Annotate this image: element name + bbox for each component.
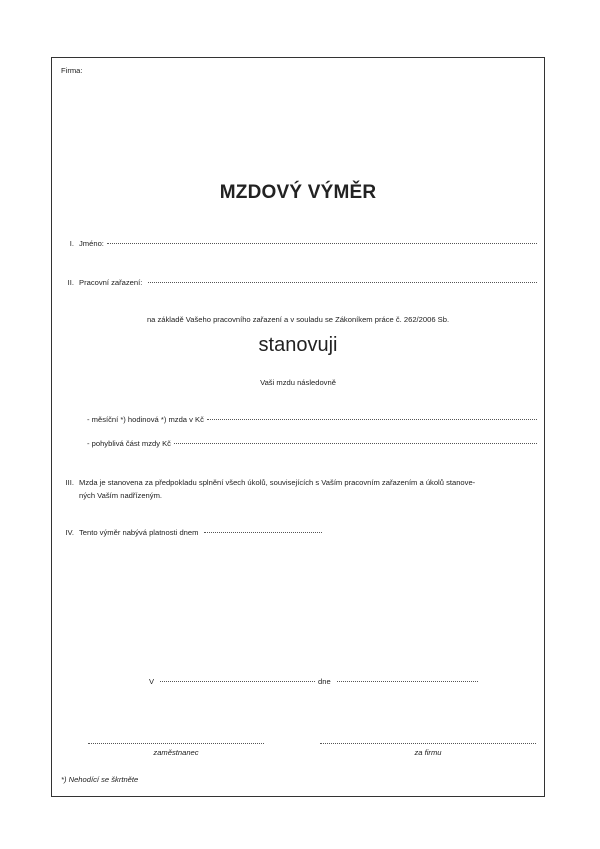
date-dne-label: dne [318, 677, 331, 686]
name-label: Jméno: [79, 239, 104, 248]
monthly-wage-fill-line[interactable] [207, 419, 537, 420]
validity-label: Tento výměr nabývá platnosti dnem [79, 528, 199, 537]
document-frame [51, 57, 545, 797]
section-i-row [52, 239, 537, 248]
footnote: *) Nehodící se škrtněte [61, 775, 139, 784]
variable-wage-label: - pohyblivá část mzdy Kč [87, 439, 171, 448]
section-iii-cont [79, 489, 537, 502]
decision-word: stanovuji [258, 334, 338, 356]
section-ii-row [52, 278, 537, 287]
place-row [149, 677, 315, 686]
section-iv-row [52, 528, 322, 537]
place-v-label: V [149, 677, 155, 686]
section-iii-line2: ných Vaším nadřízeným. [79, 491, 163, 500]
monthly-wage-label: - měsíční *) hodinová *) mzda v Kč [87, 415, 204, 424]
wage-intro: Vaši mzdu následovně [260, 378, 336, 387]
position-label: Pracovní zařazení: [79, 278, 143, 287]
section-iii [52, 476, 537, 489]
section-iii-line1: Mzda je stanovena za předpokladu splnění všech úkolů, souvisejících s Vaším pracovním zařazením a úkolů stanove- [79, 478, 476, 487]
employee-signature-line[interactable] [88, 743, 264, 744]
position-fill-line[interactable] [148, 282, 537, 283]
section-i-numeral: I. [69, 239, 74, 248]
employee-signature-label: zaměstnanec [153, 748, 199, 757]
section-iii-numeral: III. [65, 478, 74, 487]
monthly-wage-row [87, 415, 537, 424]
section-iv-numeral: IV. [65, 528, 74, 537]
date-row [318, 677, 478, 686]
section-ii-numeral: II. [67, 278, 74, 287]
variable-wage-fill-line[interactable] [174, 443, 537, 444]
date-fill-line[interactable] [337, 681, 478, 682]
company-signature-label: za firmu [414, 748, 442, 757]
place-fill-line[interactable] [160, 681, 315, 682]
name-fill-line[interactable] [107, 243, 537, 244]
firma-label: Firma: [61, 66, 83, 75]
validity-date-fill-line[interactable] [204, 532, 322, 533]
variable-wage-row [87, 439, 537, 448]
company-signature-line[interactable] [320, 743, 536, 744]
basis-text: na základě Vašeho pracovního zařazení a v souladu se Zákoníkem práce č. 262/2006 Sb. [146, 315, 450, 324]
document-title: MZDOVÝ VÝMĚR [219, 182, 377, 203]
